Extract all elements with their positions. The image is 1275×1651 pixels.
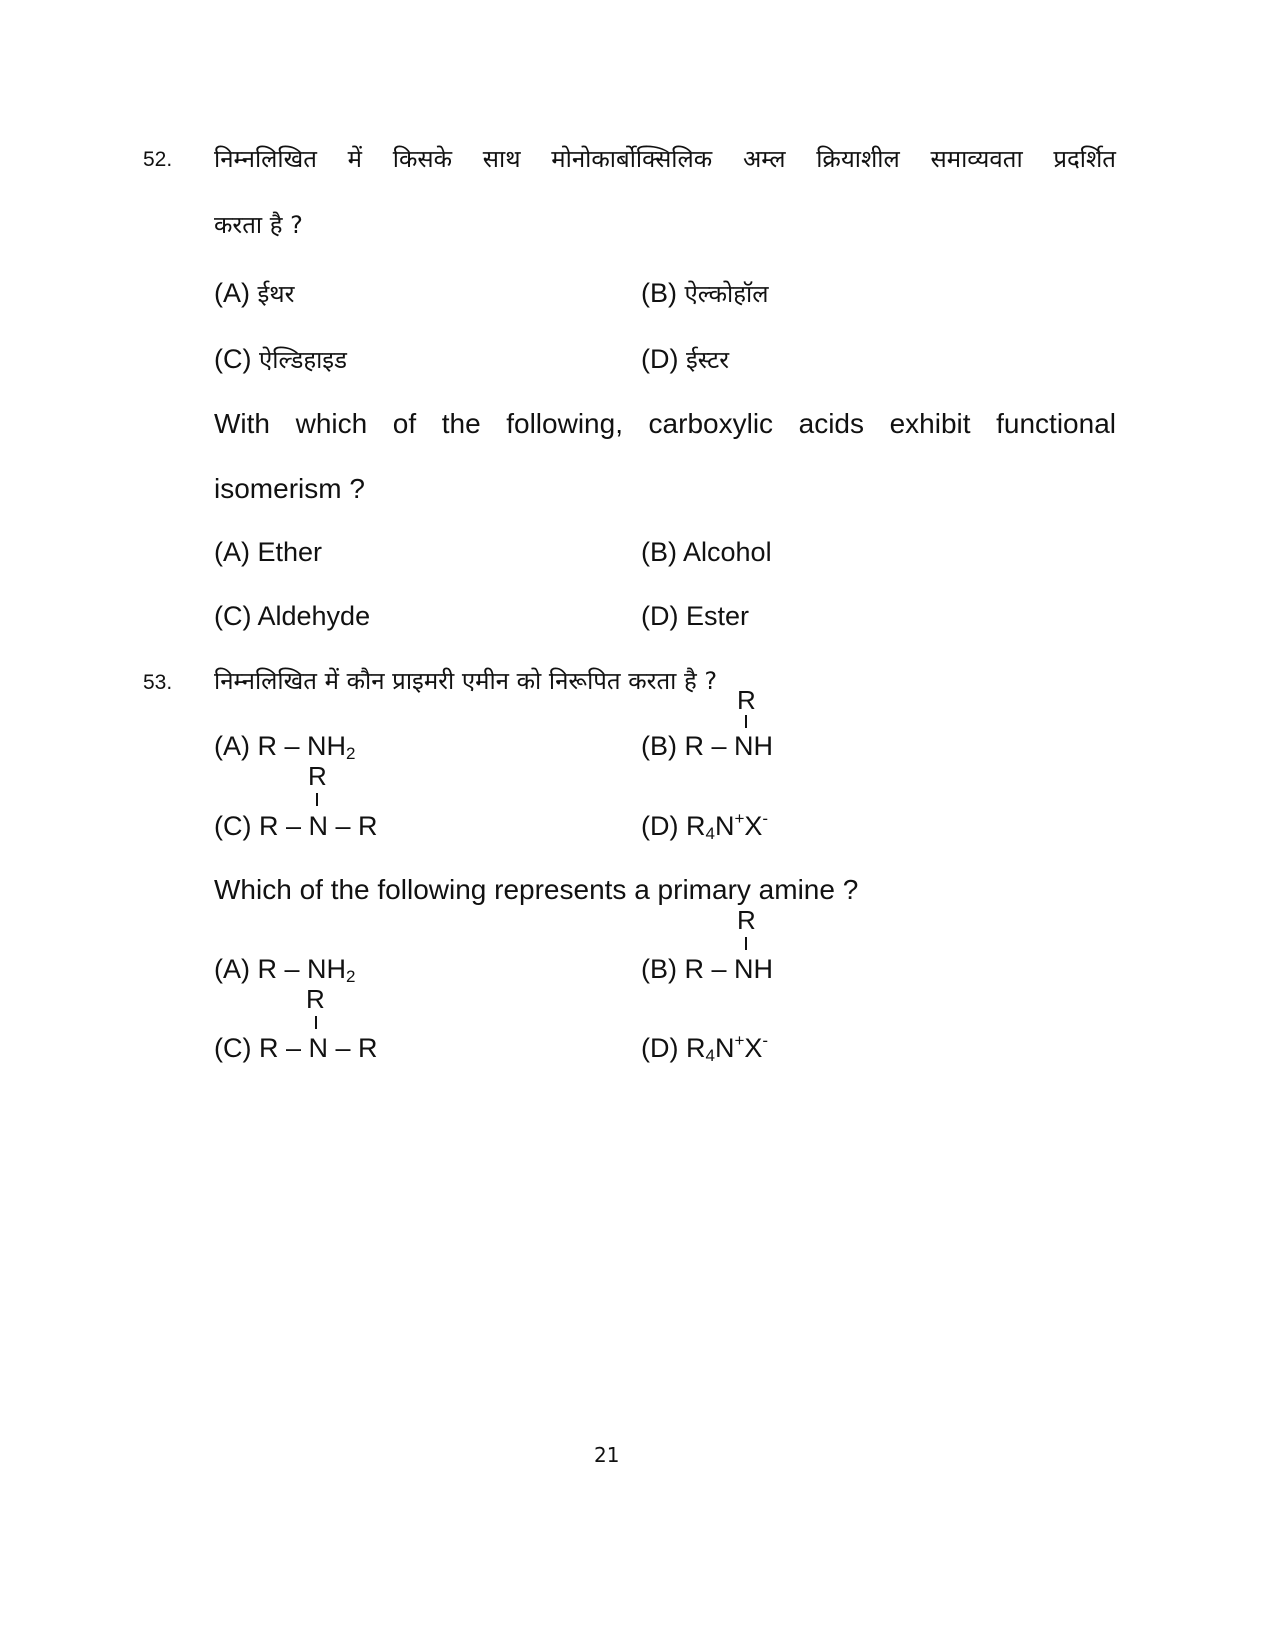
option-label: (D) [641, 811, 679, 841]
option-text: ईथर [257, 280, 295, 308]
q52-hindi-option-a[interactable] [214, 277, 294, 310]
formula-secondary-amine: R – NH [684, 731, 774, 761]
option-label: (B) [641, 278, 677, 308]
bond-line [745, 715, 747, 728]
q53-hindi-option-a[interactable] [214, 731, 356, 762]
option-text: ईस्टर [686, 346, 730, 374]
formula-tertiary-amine: R – N – R [259, 1033, 378, 1063]
q52-english-text-line2: isomerism ? [214, 473, 365, 504]
q52-english-option-d[interactable] [641, 601, 749, 632]
option-label: (C) [214, 811, 252, 841]
option-label: (C) [214, 601, 252, 631]
q53-english-option-a[interactable] [214, 954, 356, 985]
bond-line [316, 793, 318, 806]
option-label: (A) [214, 731, 250, 761]
bond-line [745, 937, 747, 950]
q53-english-option-d[interactable] [641, 1033, 768, 1064]
option-label: (B) [641, 954, 677, 984]
option-label: (A) [214, 537, 250, 567]
q52-hindi-option-c[interactable] [214, 343, 347, 376]
q53-english-option-c[interactable] [214, 984, 378, 1064]
option-text: Aldehyde [257, 601, 371, 631]
formula-quaternary-salt: $R_4N^+X^-$ [686, 809, 769, 843]
substituent-r: R [308, 761, 327, 791]
q53-hindi-option-c[interactable] [214, 761, 378, 842]
bond-line [315, 1016, 317, 1029]
formula-rnh2: R – $NH_2$ [257, 731, 356, 763]
option-text: Ether [257, 537, 323, 567]
substituent-r: R [737, 685, 756, 715]
option-label: (A) [214, 278, 250, 308]
substituent-r: R [306, 984, 325, 1014]
substituent-r: R [737, 905, 756, 935]
option-text: ऐल्कोहॉल [684, 280, 769, 308]
option-label: (C) [214, 1033, 252, 1063]
option-label: (D) [641, 344, 679, 374]
q52-hindi-option-b[interactable] [641, 277, 769, 310]
q52-english-option-c[interactable] [214, 601, 370, 632]
q52-hindi-option-d[interactable] [641, 343, 729, 376]
option-label: (B) [641, 537, 677, 567]
option-label: (C) [214, 344, 252, 374]
formula-tertiary-amine: R – N – R [259, 811, 378, 841]
formula-secondary-amine: R – NH [684, 954, 774, 984]
q52-english-option-b[interactable] [641, 537, 772, 568]
page-number: 21 [594, 1443, 620, 1467]
option-label: (D) [641, 1033, 679, 1063]
q53-english-text: Which of the following represents a primary amine ? [214, 874, 859, 905]
q52-english-option-a[interactable] [214, 537, 322, 568]
option-text: Ester [686, 601, 750, 631]
option-text: ऐल्डिहाइड [259, 346, 347, 374]
q53-hindi-text: निम्नलिखित में कौन प्राइमरी एमीन को निरूपित करता है ? [214, 667, 718, 695]
option-label: (D) [641, 601, 679, 631]
formula-rnh2: R – $NH_2$ [257, 954, 356, 986]
formula-quaternary-salt: $R_4N^+X^-$ [686, 1031, 769, 1065]
question-number-53: 53. [143, 671, 173, 694]
question-number-52: 52. [143, 148, 173, 171]
q52-hindi-text-line1: निम्नलिखित में किसके साथ मोनोकार्बोक्सिलिक अम्ल क्रियाशील समाव्यवता प्रदर्शित [214, 145, 1116, 173]
q53-hindi-option-d[interactable] [641, 811, 768, 842]
q52-hindi-text-line2: करता है ? [214, 211, 303, 239]
q52-english-text-line1: With which of the following, carboxylic acids exhibit functional [214, 408, 1116, 439]
q53-hindi-option-b[interactable] [641, 685, 774, 762]
option-label: (A) [214, 954, 250, 984]
option-label: (B) [641, 731, 677, 761]
q53-english-option-b[interactable] [641, 905, 774, 985]
option-text: Alcohol [683, 537, 772, 567]
